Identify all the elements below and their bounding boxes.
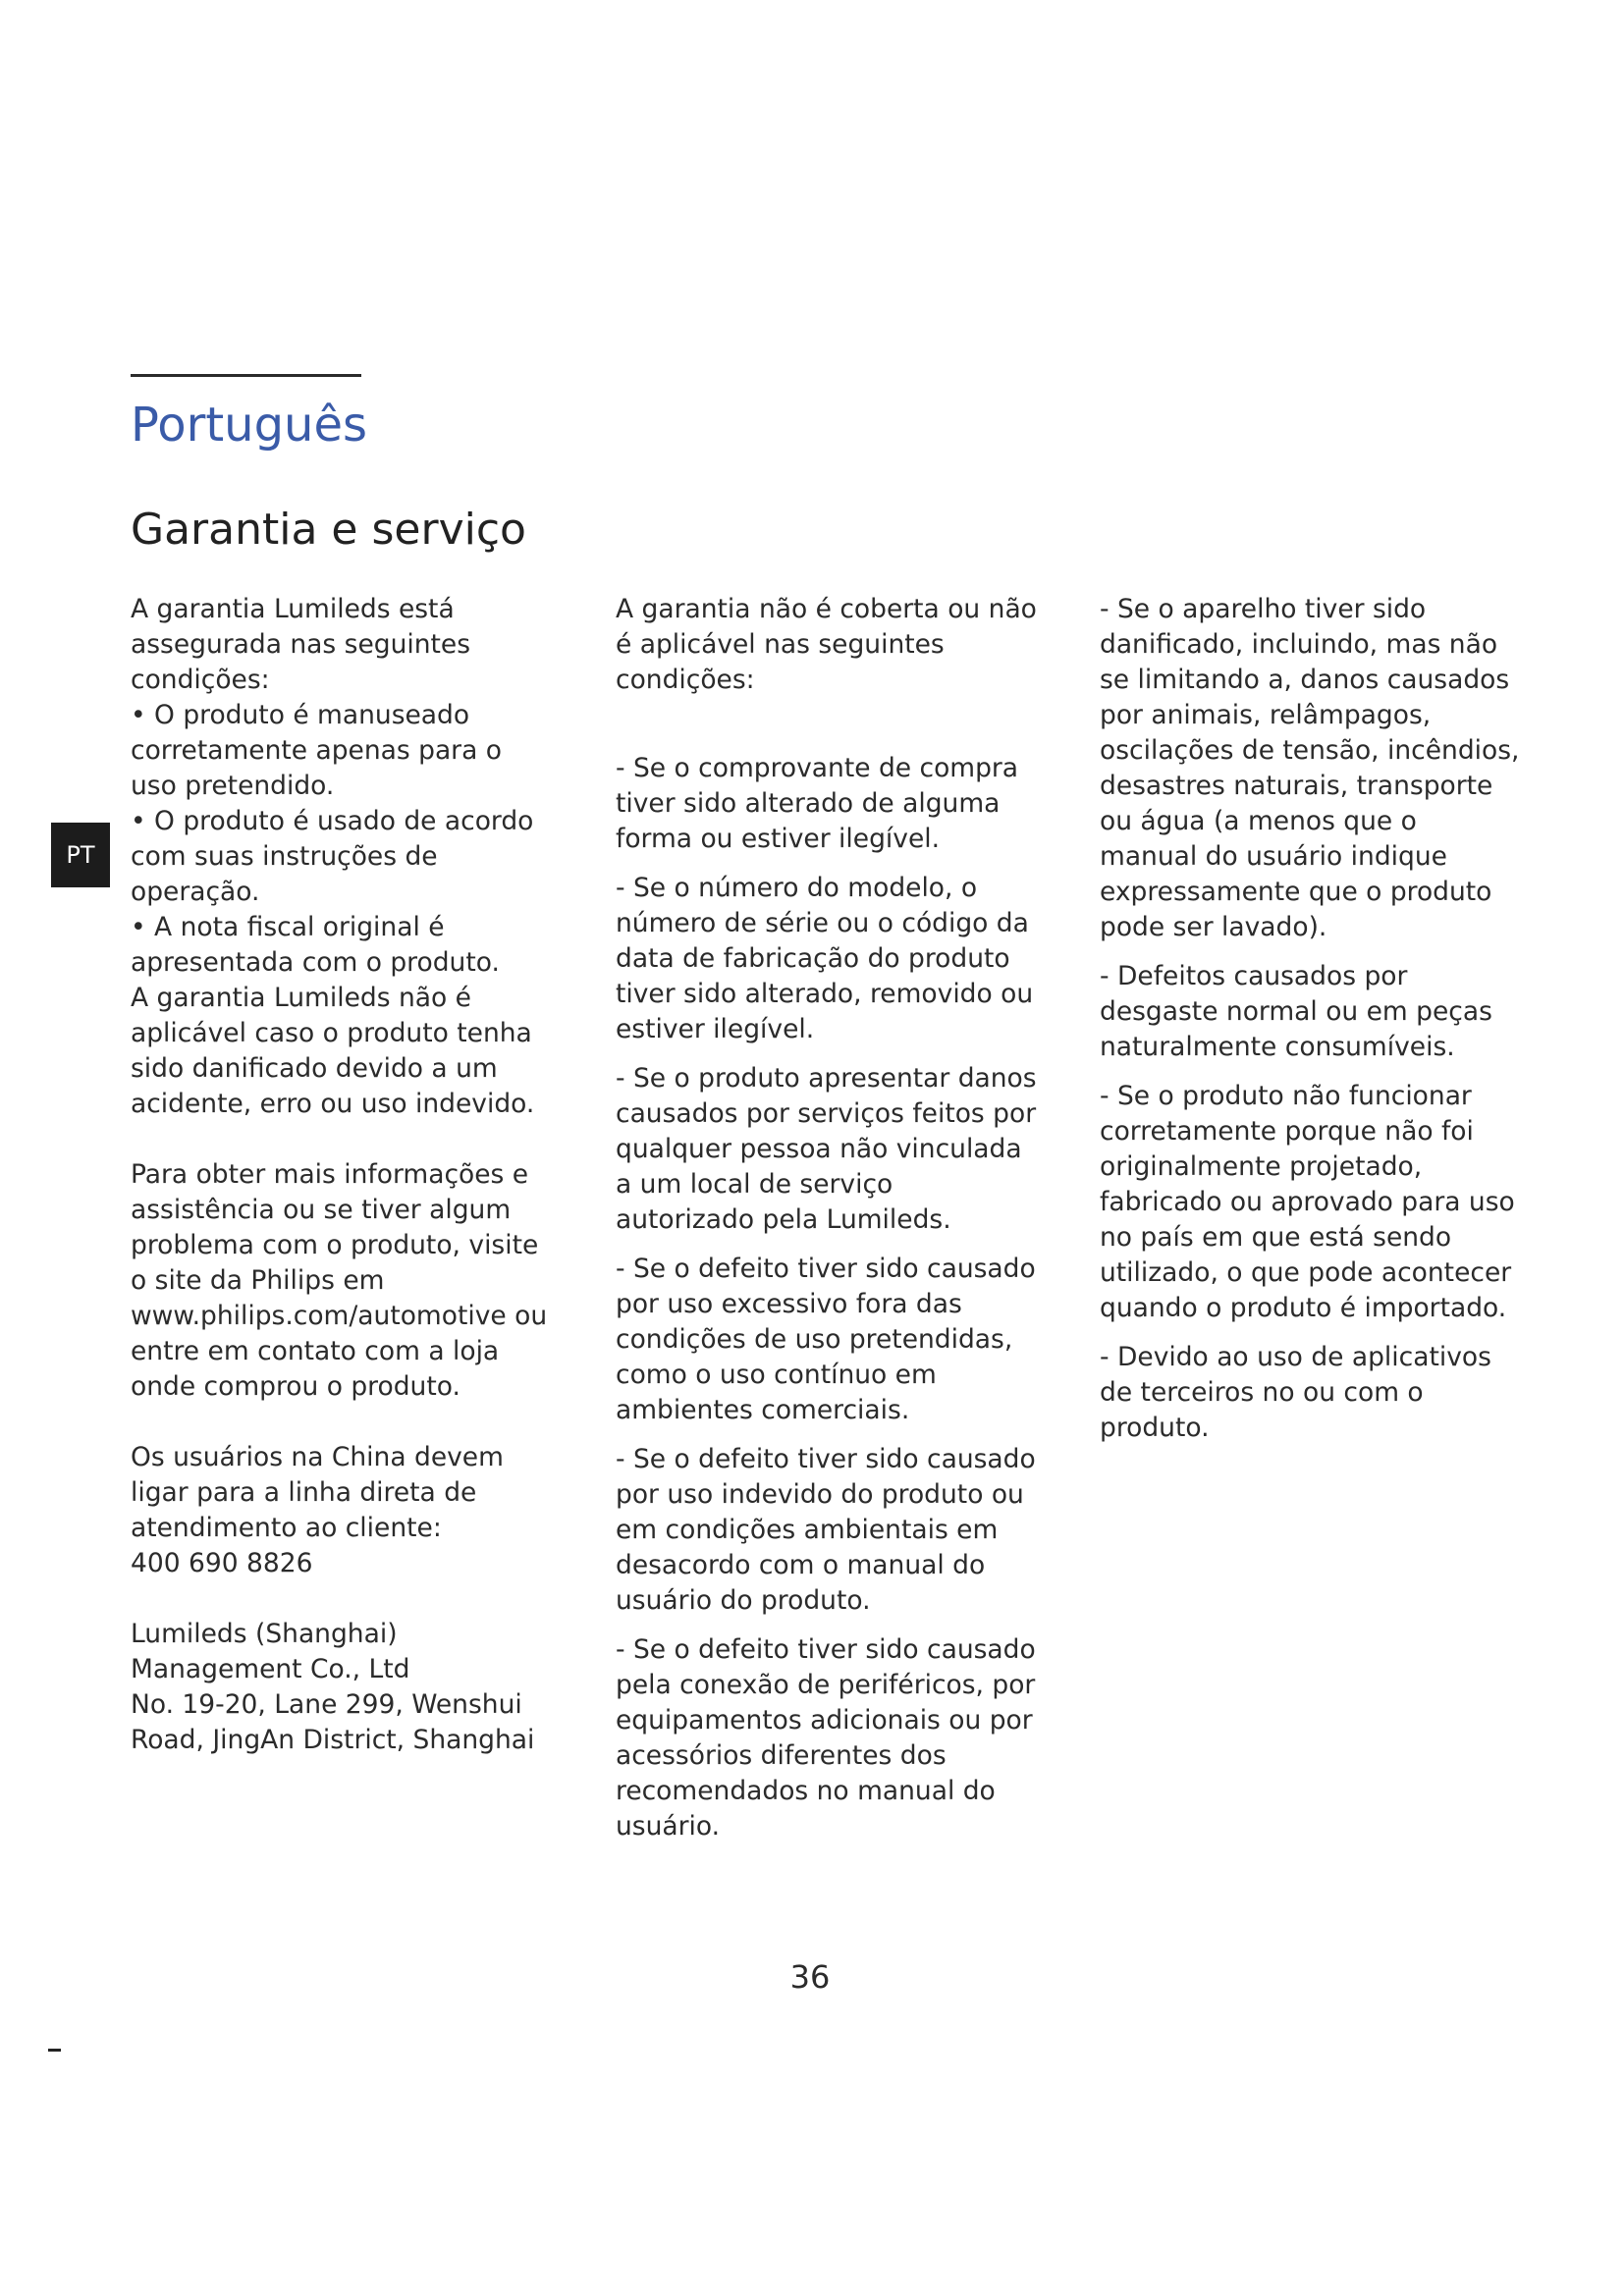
column-warranty-exclusions-continued: [1100, 592, 1522, 1446]
exclusion-item: - Se o produto apresentar danos causados por serviços feitos por qualquer pessoa não vinculada a um local de serviço autorizado pela Lumileds.: [616, 1063, 1037, 1235]
china-phone-number: 400 690 8826: [131, 1548, 313, 1578]
language-tab: PT: [51, 823, 110, 887]
warranty-bullet: • A nota fiscal original é apresentada com o produto.: [131, 912, 500, 978]
exclusion-item: - Se o aparelho tiver sido danificado, incluindo, mas não se limitando a, danos causados por animais, relâmpagos, oscilações de tensão, incêndios, desastres naturais, transporte ou água (a menos que o manual do usuário indique expressamente que o produto pode ser lavado).: [1100, 594, 1520, 942]
language-heading: Português: [131, 398, 368, 453]
warranty-bullet: • O produto é manuseado corretamente apenas para o uso pretendido.: [131, 700, 502, 801]
exclusion-item: - Se o defeito tiver sido causado por uso indevido do produto ou em condições ambientais em desacordo com o manual do usuário do produto.: [616, 1444, 1036, 1616]
exclusion-item: - Se o comprovante de compra tiver sido alterado de alguma forma ou estiver ilegível.: [616, 753, 1019, 854]
china-users-paragraph: Os usuários na China devem ligar para a linha direta de atendimento ao cliente:: [131, 1442, 504, 1543]
header-rule: [131, 374, 361, 377]
exclusion-item: - Se o defeito tiver sido causado por uso excessivo fora das condições de uso pretendidas, como o uso contínuo em ambientes comerciais.: [616, 1254, 1036, 1425]
company-name: Lumileds (Shanghai) Management Co., Ltd: [131, 1619, 410, 1684]
exclusion-item: - Se o número do modelo, o número de série ou o código da data de fabricação do produto tiver sido alterado, removido ou estiver ilegível.: [616, 873, 1034, 1044]
section-title: Garantia e serviço: [131, 505, 526, 555]
exclusions-intro: A garantia não é coberta ou não é aplicável nas seguintes condições:: [616, 594, 1037, 695]
exclusion-item: - Se o produto não funcionar corretamente porque não foi originalmente projetado, fabricado ou aprovado para uso no país em que está sendo utilizado, o que pode acontecer quando o produto é importado.: [1100, 1081, 1515, 1323]
exclusion-item: - Se o defeito tiver sido causado pela conexão de periféricos, por equipamentos adicionais ou por acessórios diferentes dos recomendados no manual do usuário.: [616, 1634, 1036, 1842]
company-address: No. 19-20, Lane 299, Wenshui Road, JingAn District, Shanghai: [131, 1689, 535, 1755]
crop-mark: [48, 2049, 61, 2052]
more-info-paragraph: Para obter mais informações e assistência ou se tiver algum problema com o produto, visite o site da Philips em www.philips.com/automotive ou entre em contato com a loja onde comprou o produto.: [131, 1159, 548, 1402]
column-warranty-exclusions: [616, 592, 1038, 1844]
exclusion-item: - Defeitos causados por desgaste normal ou em peças naturalmente consumíveis.: [1100, 961, 1492, 1062]
exclusion-item: - Devido ao uso de aplicativos de terceiros no ou com o produto.: [1100, 1342, 1491, 1443]
warranty-intro: A garantia Lumileds está assegurada nas seguintes condições:: [131, 594, 471, 695]
warranty-not-applicable: A garantia Lumileds não é aplicável caso o produto tenha sido danificado devido a um acidente, erro ou uso indevido.: [131, 983, 535, 1119]
page-number: 36: [789, 1958, 831, 1996]
warranty-bullet: • O produto é usado de acordo com suas instruções de operação.: [131, 806, 534, 907]
column-warranty-conditions: [131, 592, 553, 1758]
